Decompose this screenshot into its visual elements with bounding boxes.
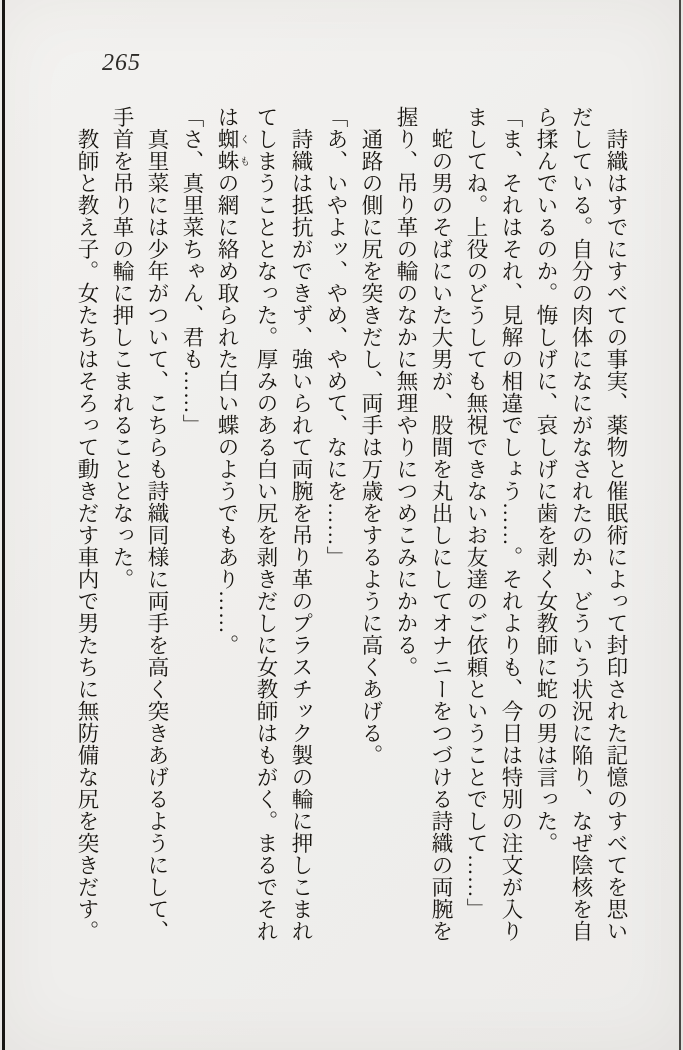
text-column: 蛇の男のそばにいた大男が、股間を丸出しにしてオナニーをつづける詩織の両腕を <box>429 106 453 942</box>
text-column: ら揉んでいるのか。悔しげに、哀しげに歯を剥く女教師に蛇の男は言った。 <box>534 106 558 854</box>
page-number: 265 <box>102 50 141 76</box>
text-column: 「あ、いやよッ、やめ、やめて、なにを……」 <box>324 106 348 568</box>
text-column: だしている。自分の肉体になにがなされたのか、どういう状況に陥り、なぜ陰核を自 <box>569 106 593 942</box>
text-column: 通路の側に尻を突きだし、両手は万歳をするように高くあげる。 <box>359 106 383 766</box>
text-column: 教師と教え子。女たちはそろって動きだす車内で男たちに無防備な尻を突きだす。 <box>75 106 99 942</box>
text-column: 「さ、真里菜ちゃん、君も……」 <box>180 106 204 436</box>
ruby-furigana: くも <box>237 128 249 172</box>
text-column: 手首を吊り革の輪に押しこまれることとなった。 <box>110 106 134 590</box>
text-column: 真里菜には少年がついて、こちらも詩織同様に両手を高く突きあげるようにして、 <box>145 106 169 942</box>
page-left-border <box>2 0 5 1050</box>
text-segment: の網に絡め取られた白い蝶のようでもあり……。 <box>215 172 239 656</box>
text-column-with-ruby <box>209 106 248 954</box>
text-column: 握り、吊り革の輪のなかに無理やりにつめこみにかかる。 <box>394 106 418 678</box>
ruby-kumo <box>215 128 249 172</box>
text-column: てしまうこととなった。厚みのある白い尻を剥きだしに女教師はもがく。まるでそれ <box>254 106 278 942</box>
page-right-border <box>679 0 681 1050</box>
vertical-text-block <box>71 106 633 954</box>
text-column: 「ま、それはそれ、見解の相違でしょう……。それよりも、今日は特別の注文が入り <box>499 106 523 942</box>
text-column: ましてね。上役のどうしても無視できないお友達のご依頼ということでして……」 <box>464 106 488 920</box>
text-segment: は <box>215 106 239 128</box>
ruby-base: 蜘蛛 <box>215 128 239 172</box>
text-column: 詩織は抵抗ができず、強いられて両腕を吊り革のプラスチック製の輪に押しこまれ <box>289 106 313 942</box>
text-column: 詩織はすでにすべての事実、薬物と催眠術によって封印された記憶のすべてを思い <box>604 106 628 942</box>
